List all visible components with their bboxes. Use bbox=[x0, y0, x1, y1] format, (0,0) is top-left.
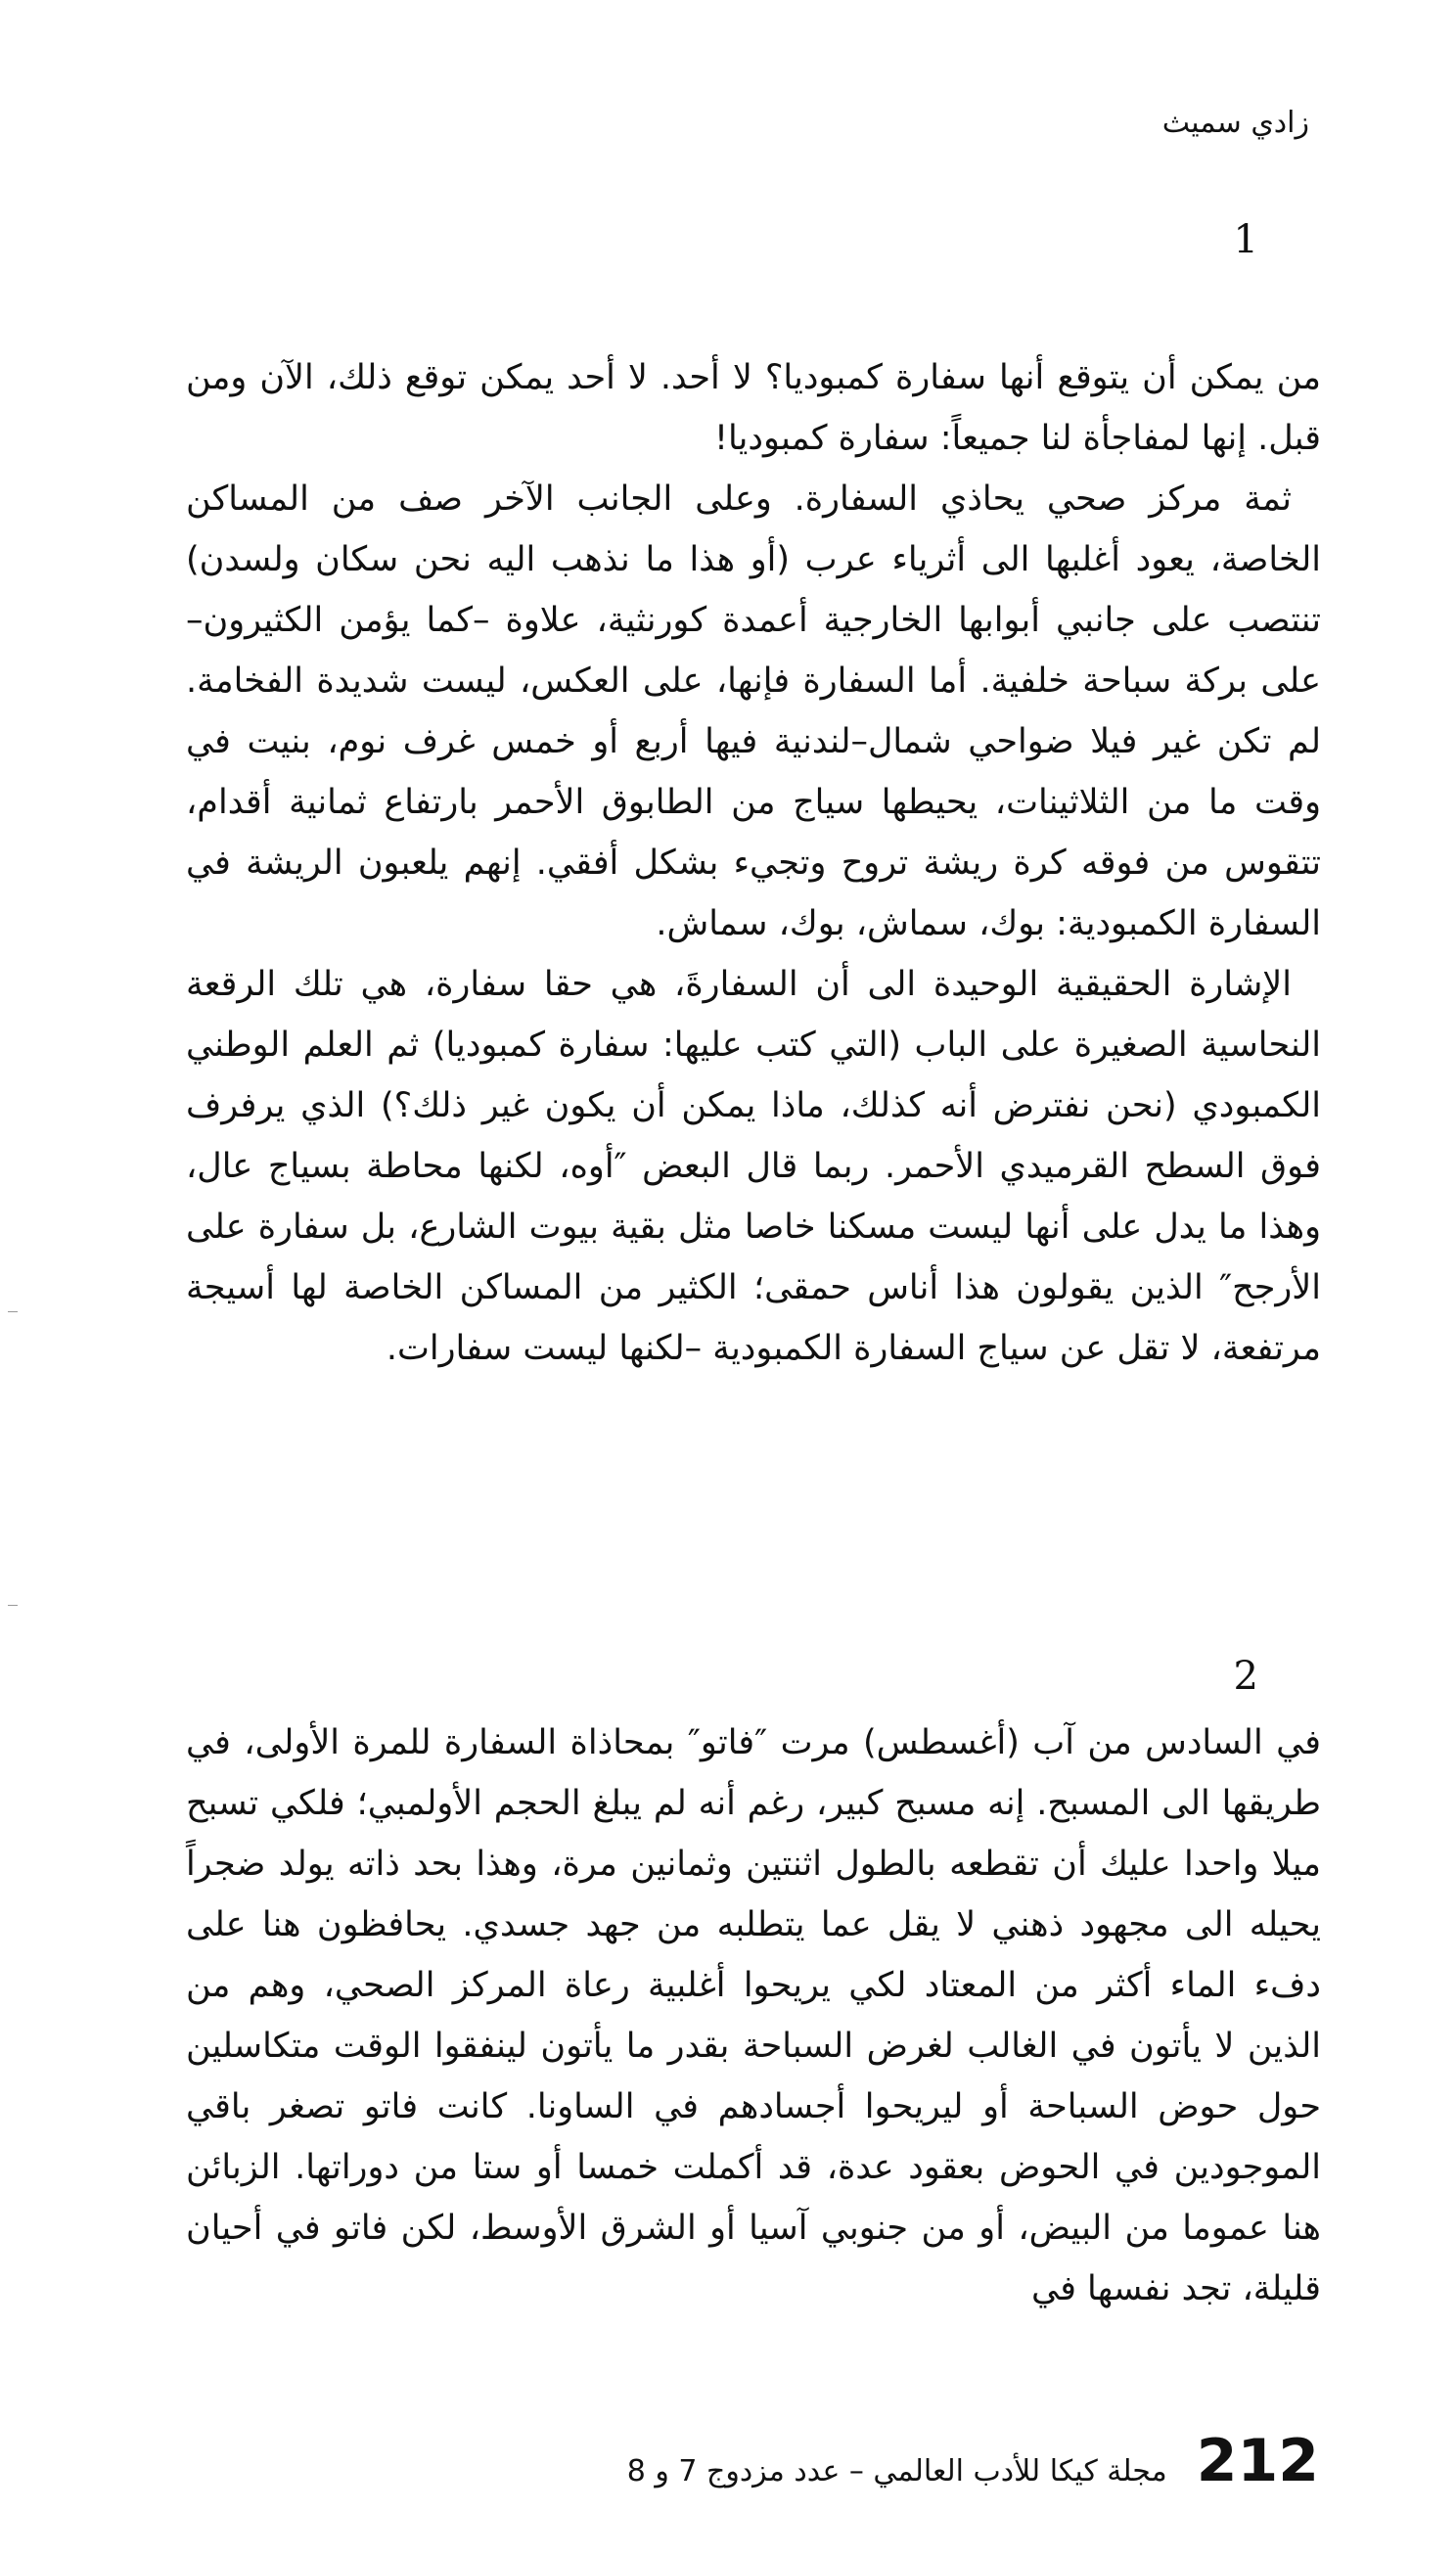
journal-title: مجلة كيكا للأدب العالمي – عدد مزدوج 7 و 8 bbox=[626, 2454, 1167, 2488]
margin-mark bbox=[8, 1311, 18, 1312]
paragraph: ثمة مركز صحي يحاذي السفارة. وعلى الجانب الآخر صف من المساكن الخاصة، يعود أغلبها الى أثرياء عرب (أو هذا ما نذهب اليه نحن سكان ولسدن) تنتصب على جانبي أبوابها الخارجية أعمدة كورنثية، علاوة –كما يؤمن الكثيرون– على بركة سباحة خلفية. أما السفارة فإنها، على العكس، ليست شديدة الفخامة. لم تكن غير فيلا ضواحي شمال–لندنية فيها أربع أو خمس غرف نوم، بنيت في وقت ما من الثلاثينات، يحيطها سياج من الطابوق الأحمر بارتفاع ثمانية أقدام، تتقوس من فوقه كرة ريشة تروح وتجيء بشكل أفقي. إنهم يلعبون الريشة في السفارة الكمبودية: بوك، سماش، بوك، سماش. bbox=[186, 479, 1321, 943]
paragraph: الإشارة الحقيقية الوحيدة الى أن السفارةَ، هي حقا سفارة، هي تلك الرقعة النحاسية الصغيرة على الباب (التي كتب عليها: سفارة كمبوديا) ثم العلم الوطني الكمبودي (نحن نفترض أنه كذلك، ماذا يمكن أن يكون غير ذلك؟) الذي يرفرف فوق السطح القرميدي الأحمر. ربما قال البعض ″أوه، لكنها محاطة بسياج عال، وهذا ما يدل على أنها ليست مسكنا خاصا مثل بقية بيوت الشارع، بل سفارة على الأرجح″ الذين يقولون هذا أناس حمقى؛ الكثير من المساكن الخاصة لها أسيجة مرتفعة، لا تقل عن سياج السفارة الكمبودية –لكنها ليست سفارات. bbox=[186, 965, 1321, 1368]
section-2-body bbox=[186, 1712, 1321, 2319]
section-1-body bbox=[186, 347, 1321, 1379]
page-number: 212 bbox=[1196, 2427, 1319, 2495]
paragraph: في السادس من آب (أغسطس) مرت ″فاتو″ بمحاذاة السفارة للمرة الأولى، في طريقها الى المسبح. إنه مسبح كبير، رغم أنه لم يبلغ الحجم الأولمبي؛ فلكي تسبح ميلا واحدا عليك أن تقطعه بالطول اثنتين وثمانين مرة، وهذا بحد ذاته يولد ضجراً يحيله الى مجهود ذهني لا يقل عما يتطلبه من جهد جسدي. يحافظون هنا على دفء الماء أكثر من المعتاد لكي يريحوا أغلبية رعاة المركز الصحي، وهم من الذين لا يأتون في الغالب لغرض السباحة بقدر ما يأتون لينفقوا الوقت متكاسلين حول حوض السباحة أو ليريحوا أجسادهم في الساونا. كانت فاتو تصغر باقي الموجودين في الحوض بعقود عدة، قد أكملت خمسا أو ستا من دوراتها. الزبائن هنا عموما من البيض، أو من جنوبي آسيا أو الشرق الأوسط، لكن فاتو في أحيان قليلة، تجد نفسها في bbox=[186, 1723, 1321, 2308]
section-number: 2 bbox=[1233, 1654, 1258, 1699]
section-number: 1 bbox=[1233, 217, 1258, 262]
page-footer bbox=[627, 2427, 1319, 2495]
paragraph: من يمكن أن يتوقع أنها سفارة كمبوديا؟ لا أحد. لا أحد يمكن توقع ذلك، الآن ومن قبل. إنها لمفاجأة لنا جميعاً: سفارة كمبوديا! bbox=[186, 358, 1321, 458]
margin-mark bbox=[8, 1605, 18, 1606]
running-head-author: زادي سميث bbox=[1161, 106, 1309, 140]
